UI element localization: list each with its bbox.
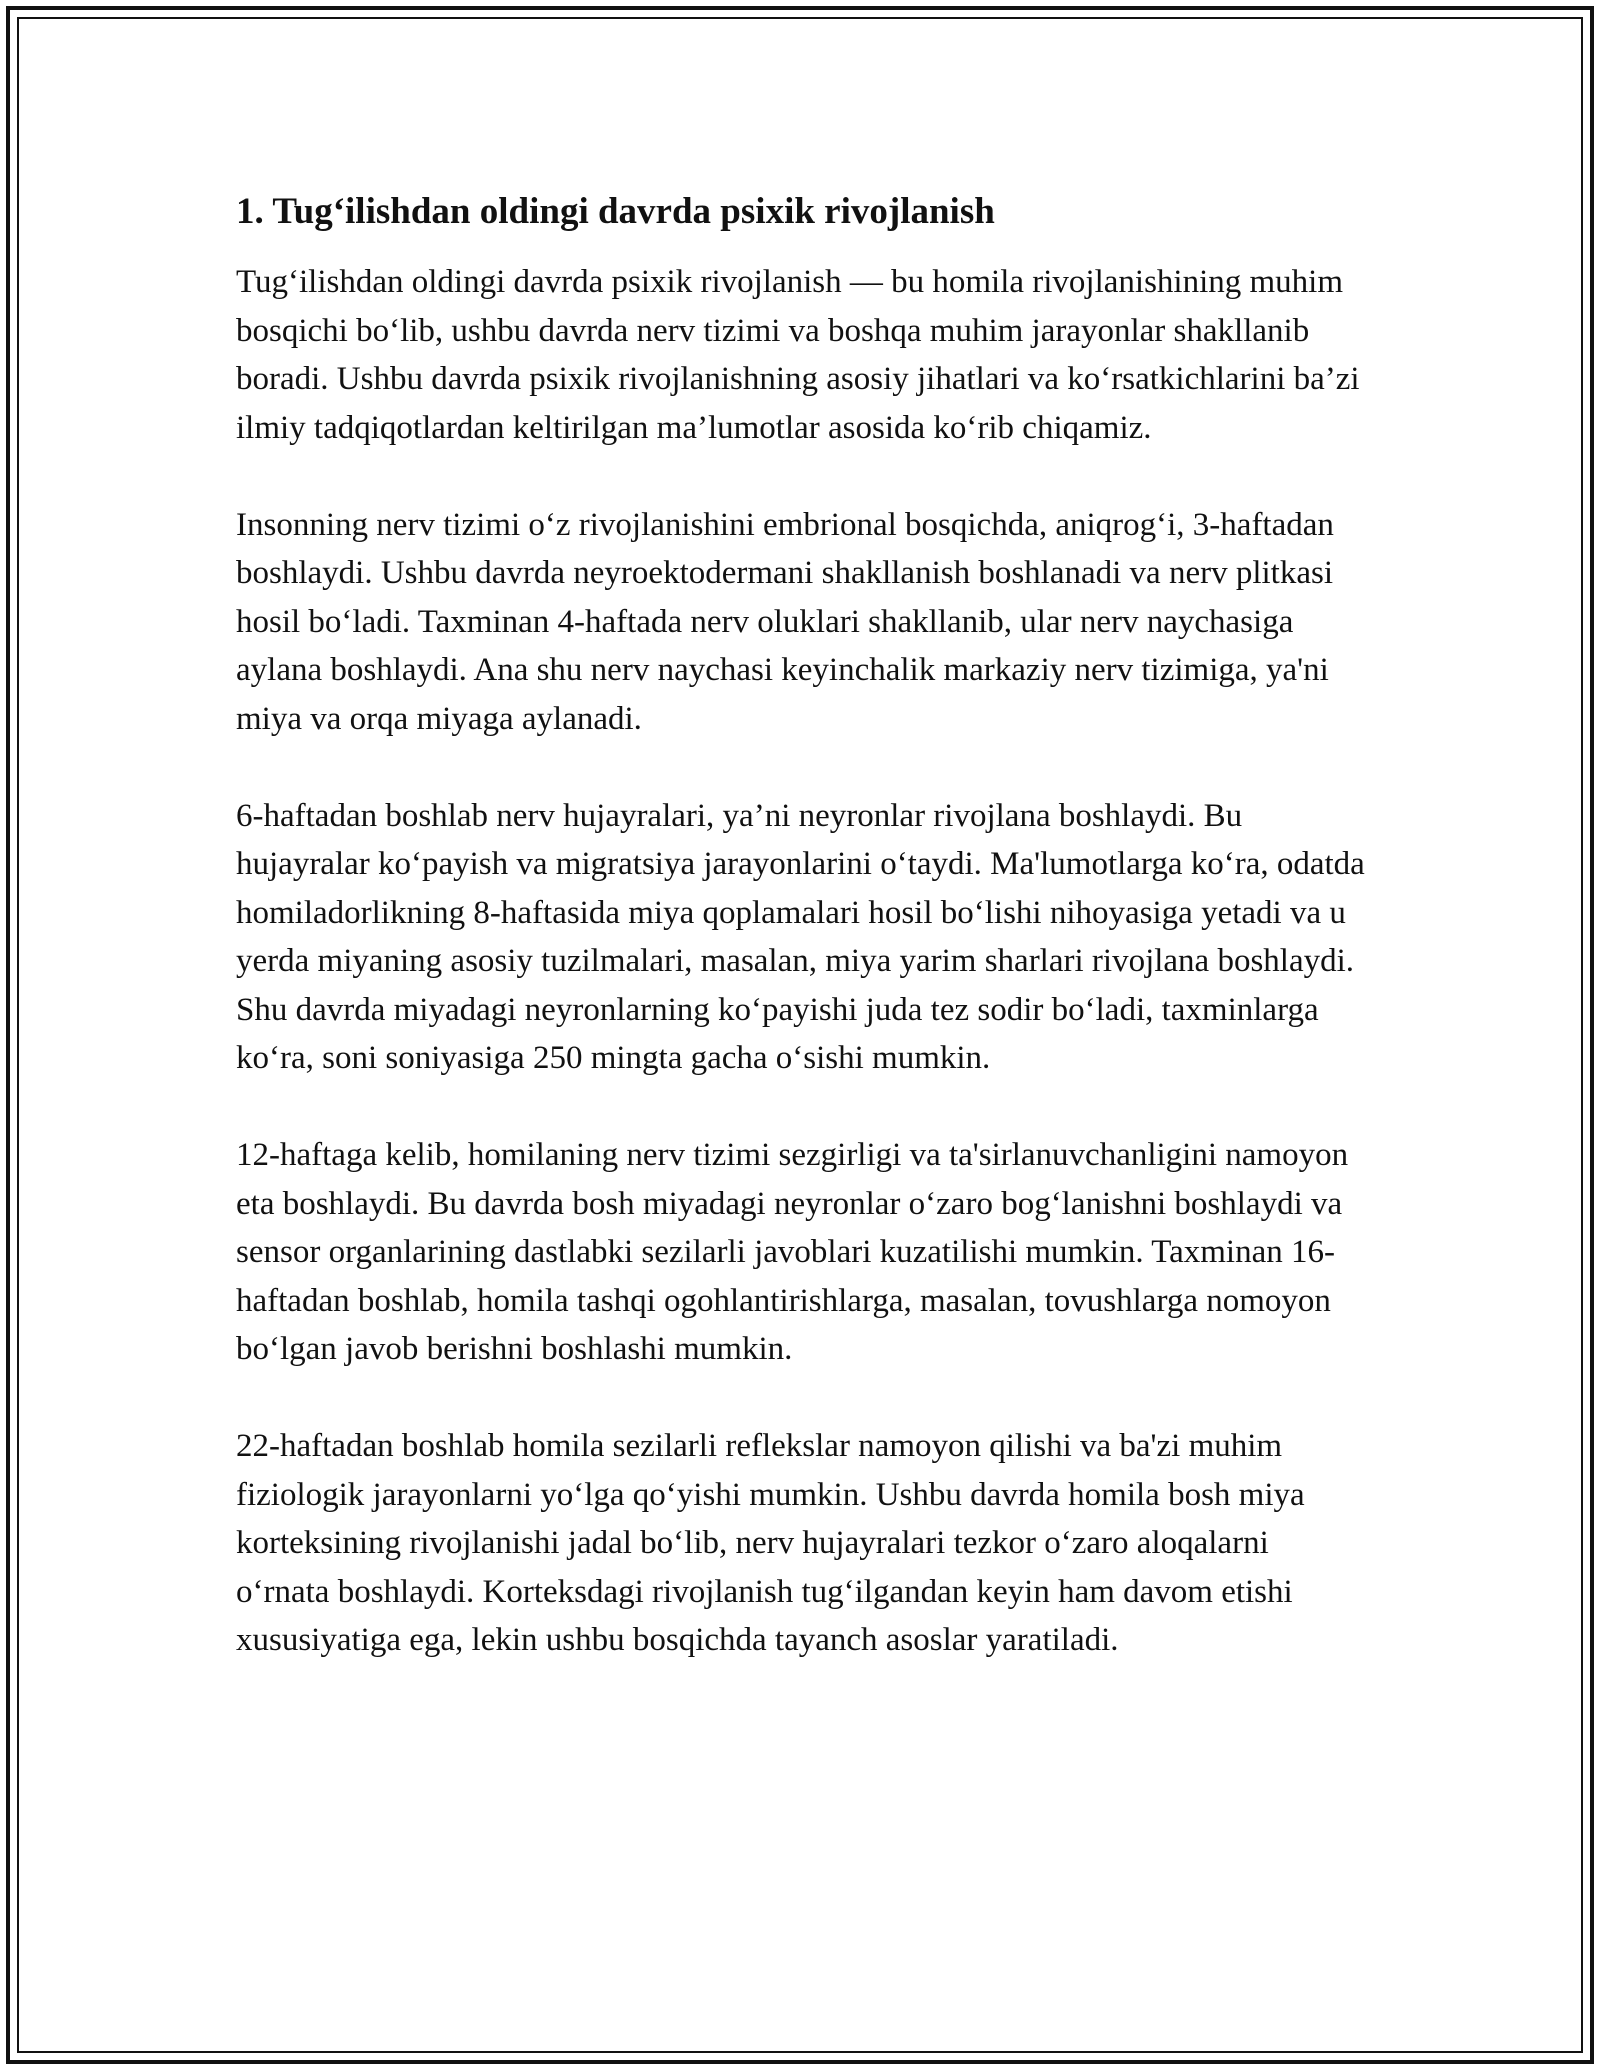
paragraph-week-3: Insonning nerv tizimi o‘z rivojlanishini embrional bosqichda, aniqrog‘i, 3-haftadan boshlaydi. Ushbu davrda neyroektodermani shakllanish boshlanadi va nerv plitkasi hosil bo‘ladi. Taxminan 4-haftada nerv oluklari shakllanib, ular nerv naychasiga aylana boshlaydi. Ana shu nerv naychasi keyinchalik markaziy nerv tizimiga, ya'ni miya va orqa miyaga aylanadi. — [236, 506, 1334, 737]
paragraph-intro: Tug‘ilishdan oldingi davrda psixik rivojlanish — bu homila rivojlanishining muhim bosqichi bo‘lib, ushbu davrda nerv tizimi va boshqa muhim jarayonlar shakllanib boradi. Ushbu davrda psixik rivojlanishning asosiy jihatlari va ko‘rsatkichlarini ba’zi ilmiy tadqiqotlardan keltirilgan ma’lumotlar asosida ko‘rib chiqamiz. — [236, 264, 1360, 446]
paragraph-week-6: 6-haftadan boshlab nerv hujayralari, ya’ni neyronlar rivojlana boshlaydi. Bu hujayralar ko‘payish va migratsiya jarayonlarini o‘taydi. Ma'lumotlarga ko‘ra, odatda homiladorlikning 8-haftasida miya qoplamalari hosil bo‘lishi nihoyasiga yetadi va u yerda miyaning asosiy tuzilmalari, masalan, miya yarim sharlari rivojlana boshlaydi. Shu davrda miyadagi neyronlarning ko‘payishi juda tez sodir bo‘ladi, taxminlarga ko‘ra, soni soniyasiga 250 mingta gacha o‘sishi mumkin. — [236, 797, 1365, 1076]
paragraph-week-12: 12-haftaga kelib, homilaning nerv tizimi sezgirligi va ta'sirlanuvchanligini namoyon eta boshlaydi. Bu davrda bosh miyadagi neyronlar o‘zaro bog‘lanishni boshlaydi va sensor organlarining dastlabki sezilarli javoblari kuzatilishi mumkin. Taxminan 16-haftadan boshlab, homila tashqi ogohlantirishlarga, masalan, tovushlarga nomoyon bo‘lgan javob berishni boshlashi mumkin. — [236, 1137, 1349, 1367]
document-body — [236, 188, 1366, 1665]
section-heading: 1. Tug‘ilishdan oldingi davrda psixik rivojlanish — [236, 191, 995, 232]
paragraph-week-22: 22-haftadan boshlab homila sezilarli reflekslar namoyon qilishi va ba'zi muhim fiziologik jarayonlarni yo‘lga qo‘yishi mumkin. Ushbu davrda homila bosh miya korteksining rivojlanishi jadal bo‘lib, nerv hujayralari tezkor o‘zaro aloqalarni o‘rnata boshlaydi. Korteksdagi rivojlanish tug‘ilgandan keyin ham davom etishi xususiyatiga ega, lekin ushbu bosqichda tayanch asoslar yaratiladi. — [236, 1428, 1305, 1658]
